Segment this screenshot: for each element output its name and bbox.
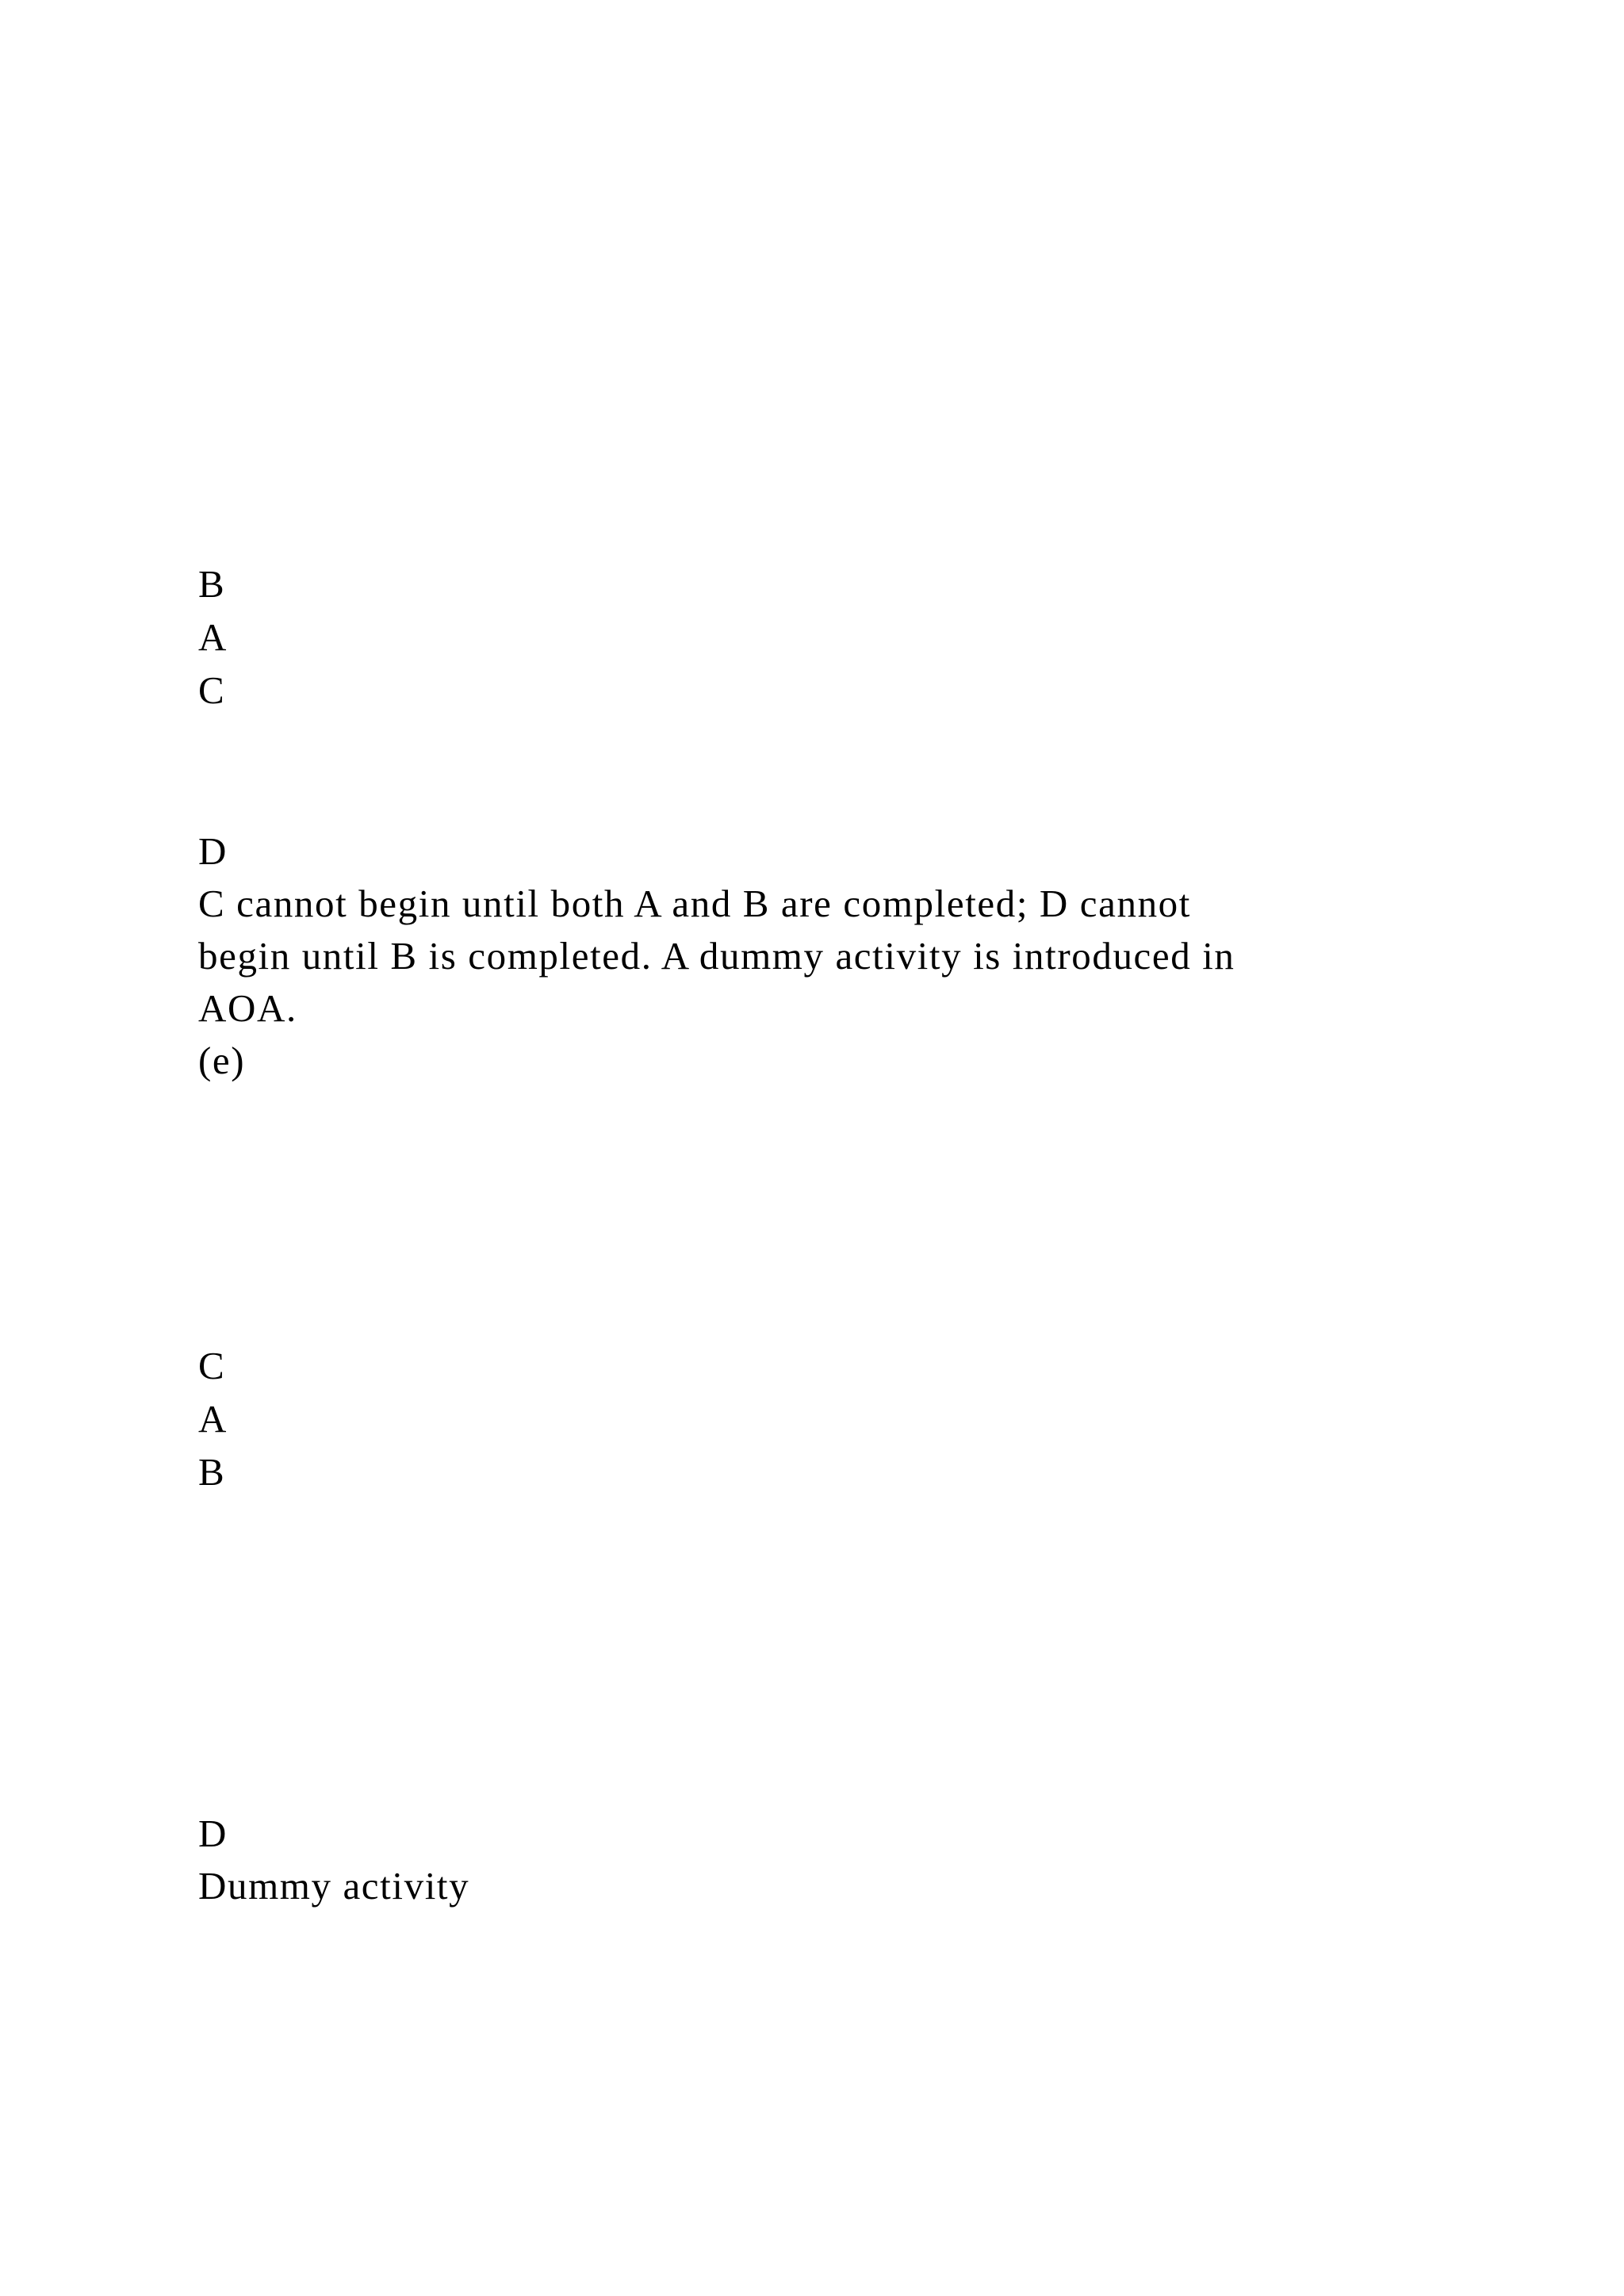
diagram-1-label-c: C: [198, 668, 226, 712]
diagram-2-label-d: D: [198, 1812, 228, 1855]
diagram-2-label-b: B: [198, 1450, 226, 1494]
diagram-2-label-a: A: [198, 1397, 228, 1441]
caption-line-1: C cannot begin until both A and B are completed; D cannot: [198, 882, 1191, 925]
diagram-1-label-d: D: [198, 829, 228, 873]
diagram-1-label-b: B: [198, 562, 226, 606]
caption-line-3: AOA.: [198, 986, 297, 1030]
dummy-activity-label: Dummy activity: [198, 1864, 470, 1908]
part-label: (e): [198, 1039, 246, 1082]
diagram-2-label-c: C: [198, 1344, 226, 1387]
caption-line-2: begin until B is completed. A dummy activity is introduced in: [198, 934, 1235, 978]
diagram-1-label-a: A: [198, 615, 228, 659]
